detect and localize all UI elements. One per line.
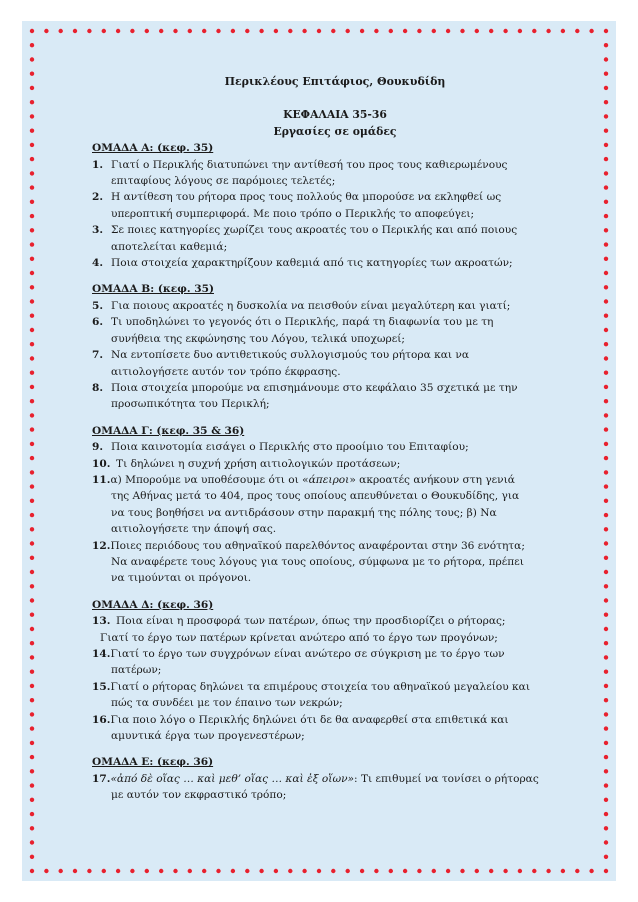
question-text: Για ποιους ακροατές η δυσκολία να πεισθούν είναι μεγαλύτερη και γιατί; xyxy=(111,299,511,312)
border-dot xyxy=(30,157,34,161)
question-text: πώς τα συνδέει με τον έπαινο των νεκρών; xyxy=(111,697,343,710)
border-dot xyxy=(30,185,34,189)
question-text: Τι δηλώνει η συχνή χρήση αιτιολογικών προτάσεων; xyxy=(116,457,401,470)
question-text: αιτιολογήσετε την άποψή σας. xyxy=(111,523,277,536)
border-dot xyxy=(30,826,34,830)
border-dot xyxy=(30,684,34,688)
question-12 xyxy=(92,538,544,587)
question-3 xyxy=(92,222,544,255)
border-dot xyxy=(116,29,120,33)
border-dot xyxy=(604,214,608,218)
border-dot xyxy=(30,371,34,375)
border-dot xyxy=(30,399,34,403)
question-text: Γιατί το έργο των συγχρόνων είναι ανώτερο σε σύγκριση με το έργο των xyxy=(110,648,505,660)
border-dot xyxy=(173,29,177,33)
border-dot xyxy=(575,869,579,873)
question-text: υπεροπτική συμπεριφορά. Με ποιο τρόπο ο Περικλής το αποφεύγει; xyxy=(111,207,475,220)
border-dot xyxy=(30,541,34,545)
border-dot xyxy=(30,271,34,275)
border-dot xyxy=(403,869,407,873)
border-dot xyxy=(288,869,292,873)
border-dot xyxy=(475,869,479,873)
border-dot xyxy=(604,200,608,204)
question-number: 17. xyxy=(92,772,111,785)
border-dot xyxy=(503,29,507,33)
border-dot xyxy=(87,29,91,33)
border-dot xyxy=(159,29,163,33)
border-dot xyxy=(30,527,34,531)
border-dot xyxy=(30,470,34,474)
border-dot xyxy=(188,869,192,873)
question-13 xyxy=(92,613,544,646)
border-dot xyxy=(503,869,507,873)
border-dot xyxy=(604,328,608,332)
border-dot xyxy=(604,783,608,787)
border-dot xyxy=(604,72,608,76)
question-number: 7. xyxy=(92,349,104,362)
border-dot xyxy=(604,641,608,645)
border-dot xyxy=(604,100,608,104)
border-dot xyxy=(30,812,34,816)
border-dot xyxy=(604,627,608,631)
border-dot xyxy=(604,257,608,261)
border-dot xyxy=(30,200,34,204)
border-dot xyxy=(604,399,608,403)
border-dot xyxy=(374,869,378,873)
border-dot xyxy=(30,242,34,246)
border-dot xyxy=(30,72,34,76)
border-dot xyxy=(274,869,278,873)
border-dot xyxy=(360,29,364,33)
border-dot xyxy=(346,869,350,873)
question-1 xyxy=(92,157,544,190)
question-text: Ποιες περιόδους του αθηναϊκού παρελθόντος αναφέρονται στην 36 ενότητα; xyxy=(110,539,525,552)
border-dot xyxy=(202,29,206,33)
question-2 xyxy=(92,189,544,222)
border-dot xyxy=(159,869,163,873)
border-dot xyxy=(145,29,149,33)
border-dot xyxy=(30,314,34,318)
border-dot xyxy=(604,755,608,759)
border-dot xyxy=(59,869,63,873)
border-dot xyxy=(604,271,608,275)
border-dot xyxy=(30,570,34,574)
group-e-heading: ΟΜΑΔΑ Ε: (κεφ. 36) xyxy=(92,756,214,769)
border-dot xyxy=(102,29,106,33)
border-dot xyxy=(259,869,263,873)
border-dot xyxy=(604,470,608,474)
border-dot xyxy=(604,29,608,33)
question-text: επιταφίους λόγους σε παρόμοιες τελετές; xyxy=(111,175,336,188)
border-dot xyxy=(604,427,608,431)
border-dot xyxy=(604,769,608,773)
question-text: να τιμούνται οι πρόγονοι. xyxy=(111,572,252,585)
border-dot xyxy=(30,114,34,118)
border-dot xyxy=(30,798,34,802)
question-number: 13. xyxy=(92,615,111,628)
question-text: Ποια στοιχεία χαρακτηρίζουν καθεμιά από τις κατηγορίες των ακροατών; xyxy=(111,257,513,270)
border-dot xyxy=(604,670,608,674)
border-dot xyxy=(604,413,608,417)
question-text: με αυτόν τον εκφραστικό τρόπο; xyxy=(111,789,287,802)
group-b-heading: ΟΜΑΔΑ Β: (κεφ. 35) xyxy=(92,283,214,296)
question-text: Γιατί το έργο των πατέρων κρίνεται ανώτερο από το έργο των προγόνων; xyxy=(100,631,498,644)
border-dot xyxy=(30,456,34,460)
question-17 xyxy=(92,771,544,804)
border-dot xyxy=(130,869,134,873)
question-text: Ποια είναι η προσφορά των πατέρων, όπως την προσδιορίζει ο ρήτορας; xyxy=(116,615,506,628)
question-15 xyxy=(92,679,544,712)
border-dot xyxy=(30,783,34,787)
border-dot xyxy=(432,869,436,873)
border-dot xyxy=(30,484,34,488)
border-dot xyxy=(30,285,34,289)
border-dot xyxy=(30,214,34,218)
border-dot xyxy=(30,741,34,745)
border-dot xyxy=(302,869,306,873)
border-dot xyxy=(604,86,608,90)
border-dot xyxy=(30,556,34,560)
border-dot xyxy=(30,712,34,716)
group-a-heading: ΟΜΑΔΑ Α: (κεφ. 35) xyxy=(92,142,214,155)
border-dot xyxy=(546,29,550,33)
border-dot xyxy=(489,869,493,873)
border-dot xyxy=(59,29,63,33)
border-dot xyxy=(604,598,608,602)
border-dot xyxy=(30,356,34,360)
border-dot xyxy=(374,29,378,33)
border-dot xyxy=(30,698,34,702)
border-dot xyxy=(30,100,34,104)
border-dot xyxy=(604,285,608,289)
border-dot xyxy=(130,29,134,33)
border-dot xyxy=(288,29,292,33)
question-text: συνήθεια της εκφώνησης του Λόγου, τελικά υποχωρεί; xyxy=(111,332,405,345)
border-dot xyxy=(604,570,608,574)
border-dot xyxy=(604,157,608,161)
border-dot xyxy=(604,442,608,446)
border-dot xyxy=(604,57,608,61)
border-dot xyxy=(546,869,550,873)
border-dot xyxy=(216,29,220,33)
border-dot xyxy=(403,29,407,33)
border-dot xyxy=(30,413,34,417)
question-14 xyxy=(92,646,544,679)
border-dot xyxy=(446,29,450,33)
border-dot xyxy=(30,513,34,517)
border-dot xyxy=(30,869,34,873)
border-dot xyxy=(360,869,364,873)
border-dot xyxy=(589,869,593,873)
question-number: 3. xyxy=(92,224,104,237)
border-dot xyxy=(30,328,34,332)
border-dot xyxy=(604,855,608,859)
border-dot xyxy=(274,29,278,33)
border-dot xyxy=(417,29,421,33)
border-dot xyxy=(73,869,77,873)
question-number: 8. xyxy=(92,381,104,394)
border-dot xyxy=(30,726,34,730)
border-dot xyxy=(317,869,321,873)
group-d-heading: ΟΜΑΔΑ Δ: (κεφ. 36) xyxy=(92,598,214,611)
border-dot xyxy=(245,29,249,33)
border-dot xyxy=(604,299,608,303)
question-number: 4. xyxy=(92,257,104,270)
border-dot xyxy=(604,129,608,133)
border-dot xyxy=(30,342,34,346)
border-dot xyxy=(30,29,34,33)
border-dot xyxy=(30,385,34,389)
border-dot xyxy=(604,527,608,531)
border-dot xyxy=(604,712,608,716)
border-dot xyxy=(331,869,335,873)
border-dot xyxy=(30,171,34,175)
question-text: της Αθήνας μετά το 404, προς τους οποίους απευθύνεται ο Θουκυδίδης, για xyxy=(111,490,520,503)
border-dot xyxy=(604,43,608,47)
question-text: αμυντικά έργα των προγενεστέρων; xyxy=(111,730,305,743)
border-dot xyxy=(30,43,34,47)
border-dot xyxy=(460,869,464,873)
question-8 xyxy=(92,380,544,413)
question-number: 10. xyxy=(92,457,111,470)
border-dot xyxy=(460,29,464,33)
border-dot xyxy=(604,556,608,560)
border-dot xyxy=(245,869,249,873)
question-text: Να αναφέρετε τους λόγους για τους οποίους, σύμφωνα με το ρήτορα, πρέπει xyxy=(111,555,524,568)
border-dot xyxy=(389,29,393,33)
border-dot xyxy=(30,641,34,645)
question-text: προσωπικότητα του Περικλή; xyxy=(111,398,270,411)
border-dot xyxy=(30,257,34,261)
border-dot xyxy=(116,869,120,873)
border-dot xyxy=(30,499,34,503)
question-16 xyxy=(92,712,544,745)
border-dot xyxy=(259,29,263,33)
border-dot xyxy=(231,29,235,33)
question-number: 12. xyxy=(92,539,111,552)
question-text: Να εντοπίσετε δυο αντιθετικούς συλλογισμούς του ρήτορα και να xyxy=(111,349,469,362)
question-number: 9. xyxy=(92,441,104,454)
document-title: Περικλέους Επιτάφιος, Θουκυδίδη xyxy=(224,75,446,88)
question-10 xyxy=(92,456,544,472)
border-dot xyxy=(604,655,608,659)
border-dot xyxy=(604,584,608,588)
border-dot xyxy=(604,385,608,389)
border-dot xyxy=(518,869,522,873)
question-text: αποτελείται καθεμιά; xyxy=(111,240,228,253)
border-dot xyxy=(389,869,393,873)
border-dot xyxy=(561,29,565,33)
border-dot xyxy=(30,613,34,617)
subtitle: Εργασίες σε ομάδες xyxy=(273,124,397,138)
question-4 xyxy=(92,255,544,271)
question-number: 14. xyxy=(92,648,111,660)
border-dot xyxy=(604,499,608,503)
question-text: «ἀπό δὲ οἵας … καὶ μεθ’ οἵας … καὶ ἐξ οἵων»: Τι επιθυμεί να τονίσει ο ρήτορας xyxy=(110,772,539,785)
document-body xyxy=(92,74,544,804)
border-dot xyxy=(30,86,34,90)
question-11 xyxy=(92,472,544,538)
border-dot xyxy=(604,869,608,873)
border-dot xyxy=(604,484,608,488)
border-dot xyxy=(30,840,34,844)
border-dot xyxy=(604,684,608,688)
question-number: 16. xyxy=(92,713,111,726)
border-dot xyxy=(604,342,608,346)
question-number: 6. xyxy=(92,316,104,329)
question-text: Ποια καινοτομία εισάγει ο Περικλής στο προοίμιο του Επιταφίου; xyxy=(111,441,469,454)
question-text: αιτιολογήσετε αυτόν τον τρόπο έκφρασης. xyxy=(111,365,341,378)
border-dot xyxy=(604,741,608,745)
border-dot xyxy=(173,869,177,873)
border-dot xyxy=(87,869,91,873)
question-text: Η αντίθεση του ρήτορα προς τους πολλούς θα μπορούσε να εκληφθεί ως xyxy=(111,191,502,204)
border-dot xyxy=(489,29,493,33)
border-dot xyxy=(604,826,608,830)
question-text: Γιατί ο ρήτορας δηλώνει τα επιμέρους στοιχεία του αθηναϊκού μεγαλείου και xyxy=(110,680,530,693)
border-dot xyxy=(604,513,608,517)
border-dot xyxy=(145,869,149,873)
border-dot xyxy=(446,869,450,873)
border-dot xyxy=(604,242,608,246)
border-dot xyxy=(604,726,608,730)
border-dot xyxy=(561,869,565,873)
border-dot xyxy=(30,627,34,631)
border-dot xyxy=(30,755,34,759)
border-dot xyxy=(589,29,593,33)
border-dot xyxy=(604,228,608,232)
border-dot xyxy=(30,442,34,446)
border-dot xyxy=(575,29,579,33)
border-dot xyxy=(604,613,608,617)
chapters-heading: ΚΕΦΑΛΑΙΑ 35-36 xyxy=(283,108,387,122)
border-dot xyxy=(30,769,34,773)
question-number: 5. xyxy=(92,299,104,312)
border-dot xyxy=(604,840,608,844)
question-6 xyxy=(92,314,544,347)
border-dot xyxy=(604,698,608,702)
border-dot xyxy=(30,427,34,431)
question-text: Ποια στοιχεία μπορούμε να επισημάνουμε στο κεφάλαιο 35 σχετικά με την xyxy=(111,381,518,394)
question-number: 15. xyxy=(92,680,111,693)
border-dot xyxy=(604,185,608,189)
border-dot xyxy=(30,598,34,602)
question-5 xyxy=(92,298,544,314)
border-dot xyxy=(604,171,608,175)
border-dot xyxy=(604,114,608,118)
border-dot xyxy=(518,29,522,33)
question-9 xyxy=(92,439,544,455)
border-dot xyxy=(231,869,235,873)
border-dot xyxy=(30,228,34,232)
border-dot xyxy=(604,314,608,318)
border-dot xyxy=(30,143,34,147)
border-dot xyxy=(604,456,608,460)
question-text: Για ποιο λόγο ο Περικλής δηλώνει ότι δε θα αναφερθεί στα επιθετικά και xyxy=(110,713,509,726)
border-dot xyxy=(604,541,608,545)
border-dot xyxy=(604,798,608,802)
border-dot xyxy=(44,29,48,33)
question-number: 2. xyxy=(92,191,104,204)
border-dot xyxy=(475,29,479,33)
question-text: να τους βοηθήσει να αντιδράσουν στην παρακμή της πόλης τους; β) Να xyxy=(111,506,497,519)
border-dot xyxy=(30,855,34,859)
question-7 xyxy=(92,347,544,380)
border-dot xyxy=(188,29,192,33)
question-text: Γιατί ο Περικλής διατυπώνει την αντίθεσή του προς τους καθιερωμένους xyxy=(111,158,508,171)
border-dot xyxy=(30,57,34,61)
border-dot xyxy=(604,371,608,375)
question-text: πατέρων; xyxy=(111,664,162,677)
greek-quote: «ἀπό δὲ οἵας … καὶ μεθ’ οἵας … καὶ ἐξ οἵων» xyxy=(110,772,355,785)
border-dot xyxy=(202,869,206,873)
border-dot xyxy=(604,143,608,147)
border-dot xyxy=(417,869,421,873)
border-dot xyxy=(532,869,536,873)
border-dot xyxy=(30,584,34,588)
border-dot xyxy=(346,29,350,33)
border-dot xyxy=(44,869,48,873)
group-c-heading: ΟΜΑΔΑ Γ: (κεφ. 35 & 36) xyxy=(92,424,245,437)
border-dot xyxy=(102,869,106,873)
quoted-term: άπειροι xyxy=(308,473,350,486)
question-text: α) Μπορούμε να υποθέσουμε ότι οι «άπειροι» ακροατές ανήκουν στη γενιά xyxy=(110,473,515,486)
question-text: Τι υποδηλώνει το γεγονός ότι ο Περικλής, παρά τη διαφωνία του με τη xyxy=(111,316,494,329)
border-dot xyxy=(604,356,608,360)
border-dot xyxy=(30,655,34,659)
border-dot xyxy=(604,812,608,816)
border-dot xyxy=(30,670,34,674)
border-dot xyxy=(30,129,34,133)
question-number: 11. xyxy=(92,473,111,486)
border-dot xyxy=(302,29,306,33)
question-number: 1. xyxy=(92,158,104,171)
border-dot xyxy=(331,29,335,33)
border-dot xyxy=(532,29,536,33)
border-dot xyxy=(432,29,436,33)
border-dot xyxy=(30,299,34,303)
question-text: Σε ποιες κατηγορίες χωρίζει τους ακροατές του ο Περικλής και από ποιους xyxy=(111,224,518,237)
border-dot xyxy=(317,29,321,33)
border-dot xyxy=(216,869,220,873)
border-dot xyxy=(73,29,77,33)
